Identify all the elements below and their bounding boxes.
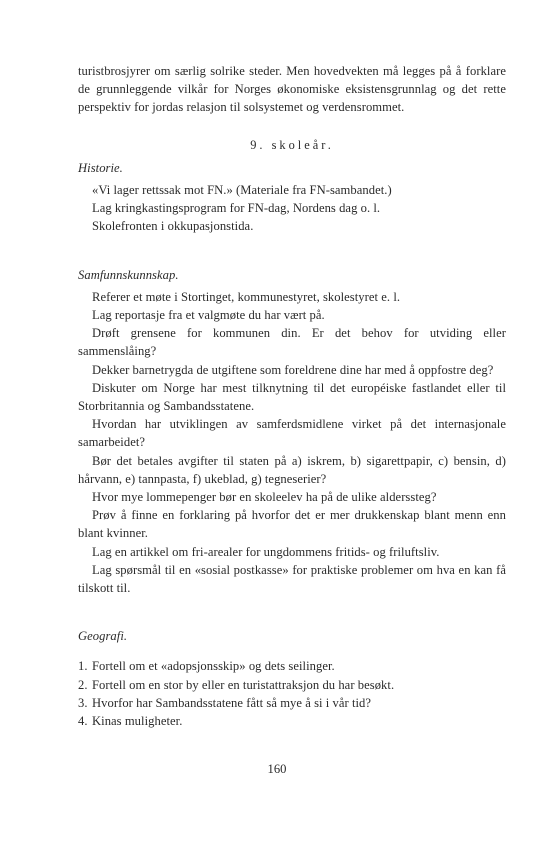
list-number: 3.	[78, 695, 88, 710]
samfunn-item: Lag spørsmål til en «sosial postkasse» for praktiske problemer om hva en kan få tilskott til.	[78, 562, 506, 596]
page-number: 160	[267, 762, 287, 776]
grade-heading: 9. skoleår.	[250, 137, 334, 152]
section-title-samfunnskunnskap: Samfunnskunnskap.	[78, 267, 179, 282]
geografi-item-text: Fortell om et «adopsjonsskip» og dets seilinger.	[92, 659, 335, 674]
geografi-item	[78, 712, 506, 730]
section-samfunnskunnskap	[78, 266, 506, 598]
samfunn-item: Diskuter om Norge har mest tilknytning til det européiske fastlandet eller til Storbritannia og Sambandsstatene.	[78, 380, 506, 414]
page-content	[78, 62, 506, 730]
historie-item: Lag kringkastingsprogram for FN-dag, Nordens dag o. l.	[92, 201, 381, 216]
list-number: 4.	[78, 714, 88, 729]
geografi-item-text: Hvorfor har Sambandsstatene fått så mye å si i vår tid?	[92, 695, 372, 710]
samfunn-item: Hvor mye lommepenger bør en skoleelev ha på de ulike alderssteg?	[92, 490, 437, 505]
list-number: 2.	[78, 677, 88, 692]
geografi-list	[78, 657, 506, 730]
samfunn-item: Hvordan har utviklingen av samferdsmidlene virket på det internasjonale samarbeidet?	[78, 417, 506, 450]
geografi-item-text: Kinas muligheter.	[92, 714, 183, 729]
samfunn-item: Lag en artikkel om fri-arealer for ungdommens fritids- og friluftsliv.	[92, 544, 440, 559]
intro-paragraph: turistbrosjyrer om særlig solrike steder. Men hovedvekten må legges på å forklare de grunnleggende vilkår for Norges økonomiske eksistensgrunnlag og det rette perspektiv for jordas relasjon til solsystemet og verdensrommet.	[78, 64, 506, 115]
geografi-item	[78, 694, 506, 712]
section-title-geografi: Geografi.	[78, 629, 128, 644]
list-number: 1.	[78, 659, 88, 674]
historie-item: Skolefronten i okkupasjonstida.	[92, 219, 254, 234]
samfunn-item: Drøft grensene for kommunen din. Er det behov for utviding eller sammenslåing?	[78, 326, 506, 359]
geografi-item	[78, 657, 506, 675]
geografi-item	[78, 676, 506, 694]
samfunn-item: Dekker barnetrygda de utgiftene som foreldrene dine har med å oppfostre deg?	[92, 362, 494, 377]
section-geografi	[78, 627, 506, 730]
geografi-item-text: Fortell om en stor by eller en turistattraksjon du har besøkt.	[92, 677, 395, 692]
section-historie	[78, 159, 506, 236]
section-title-historie: Historie.	[78, 160, 123, 175]
samfunn-item: Bør det betales avgifter til staten på a) iskrem, b) sigarettpapir, c) bensin, d) hårvann, e) tannpasta, f) ukeblad, g) tegneserier?	[78, 453, 506, 486]
samfunn-item: Referer et møte i Stortinget, kommunestyret, skolestyret e. l.	[92, 289, 401, 304]
historie-item: «Vi lager rettssak mot FN.» (Materiale fra FN-sambandet.)	[92, 183, 392, 198]
samfunn-item: Prøv å finne en forklaring på hvorfor det er mer drukkenskap blant menn enn blant kvinner.	[78, 508, 506, 541]
samfunn-item: Lag reportasje fra et valgmøte du har vært på.	[92, 308, 325, 323]
